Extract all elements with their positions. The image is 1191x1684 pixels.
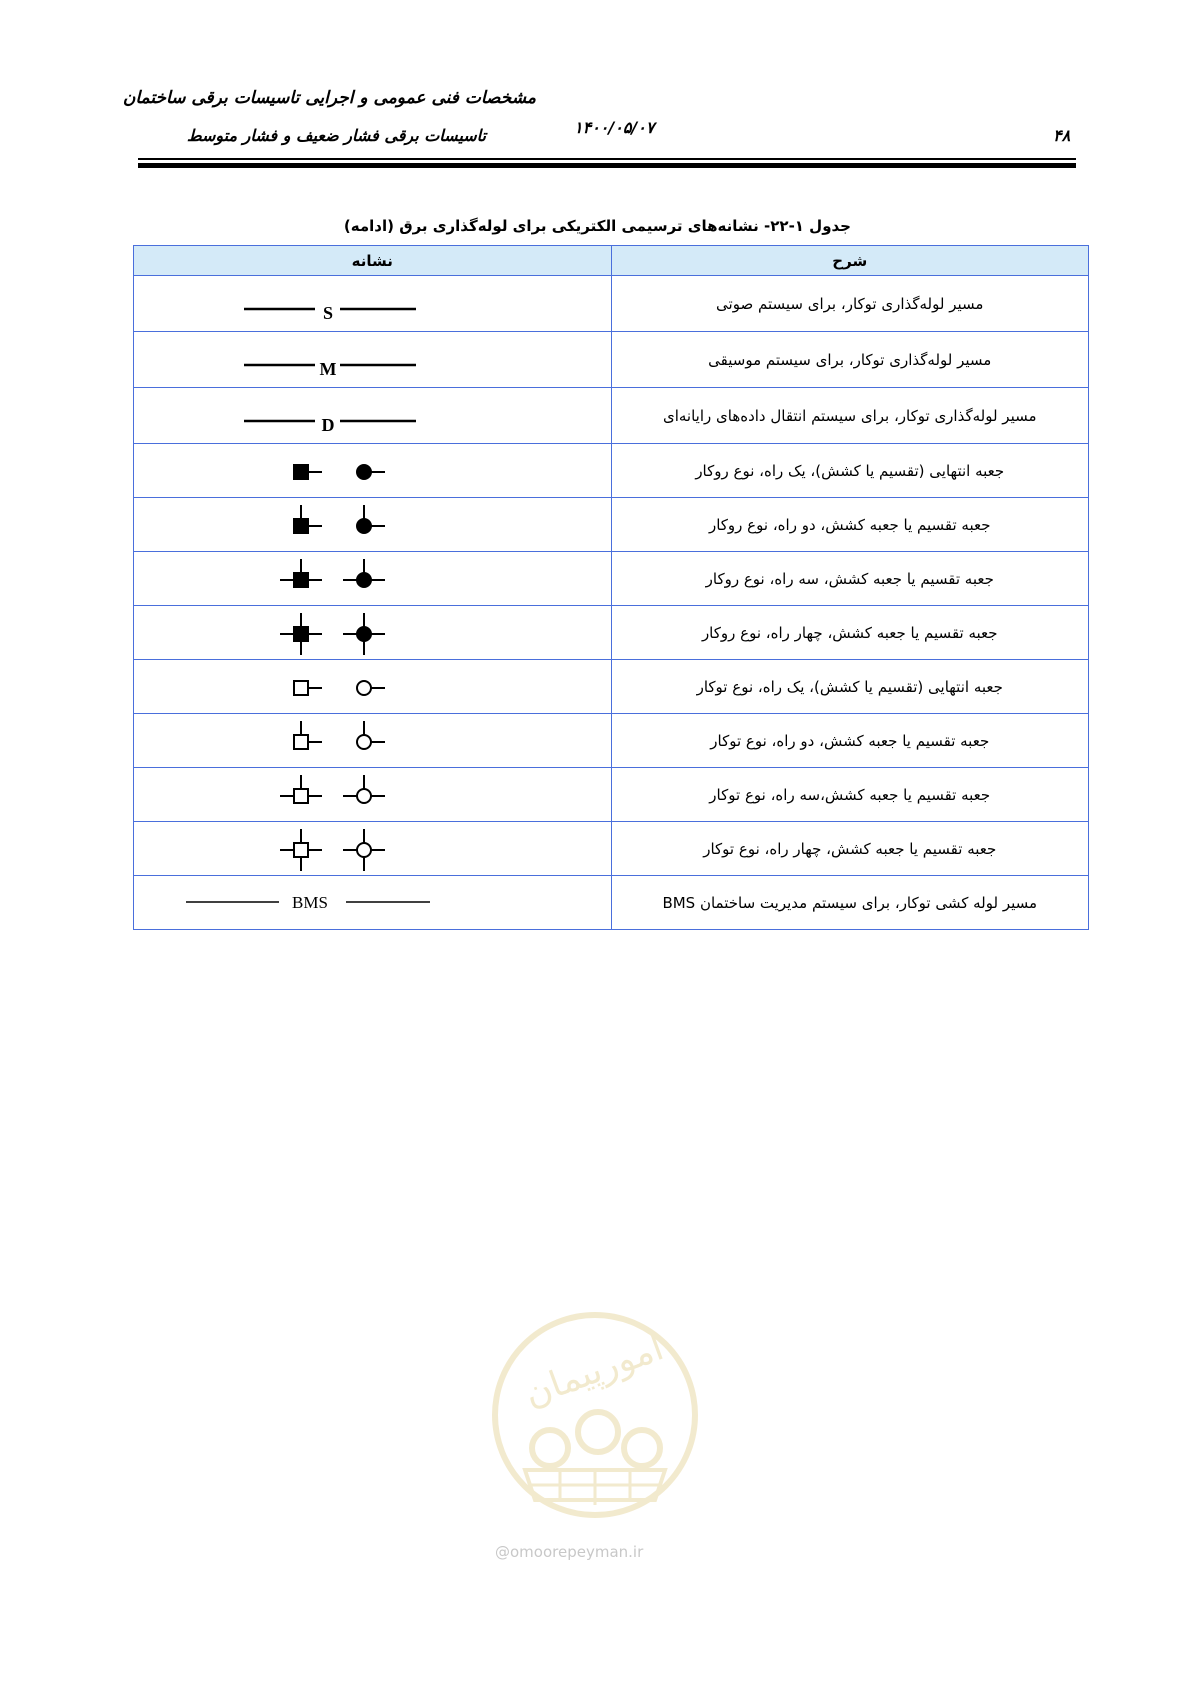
table-caption: جدول ۱-۲۲- نشانه‌های ترسیمی الکتریکی برای لوله‌گذاری برق (ادامه) [343,217,851,235]
page-number: ۴۸ [1053,126,1071,145]
filled-round-box-icon [343,613,385,655]
symbol-cell [134,552,612,606]
table-row [134,768,1089,822]
symbol-graphic [134,279,574,329]
symbol-cell [134,332,612,388]
symbol-cell [134,768,612,822]
description-cell: جعبه تقسیم یا جعبه کشش، چهار راه، نوع توکار [611,822,1089,876]
symbol-graphic [134,608,574,658]
header-rule-thin [138,158,1076,160]
filled-round-box-icon [357,505,385,533]
svg-text:امورپیمان: امورپیمان [519,1327,669,1416]
open-round-box-icon [357,721,385,749]
description-cell: جعبه انتهایی (تقسیم یا کشش)، یک راه، نوع توکار [611,660,1089,714]
table-row [134,332,1089,388]
description-cell: جعبه تقسیم یا جعبه کشش، چهار راه، نوع روکار [611,606,1089,660]
open-round-box-icon [357,681,385,695]
symbol-letter: D [321,414,335,435]
description-cell: جعبه تقسیم یا جعبه کشش، دو راه، نوع توکار [611,714,1089,768]
table-row [134,388,1089,444]
description-cell: جعبه انتهایی (تقسیم یا کشش)، یک راه، نوع روکار [611,444,1089,498]
description-cell: مسیر لوله‌گذاری توکار، برای سیستم صوتی [611,276,1089,332]
symbol-graphic [134,391,574,441]
open-square-box-icon [294,681,322,695]
symbols-table [133,245,1089,930]
symbol-graphic [134,824,574,874]
open-square-box-icon [280,829,322,871]
symbol-letter: S [322,302,334,323]
symbol-cell [134,276,612,332]
symbol-graphic [134,716,574,766]
open-round-box-icon [343,775,385,803]
symbol-cell [134,876,612,930]
table-row [134,498,1089,552]
table-row [134,276,1089,332]
symbol-letter: M [319,358,337,379]
table-row [134,606,1089,660]
symbol-graphic [134,335,574,385]
symbol-cell [134,388,612,444]
description-cell: مسیر لوله‌گذاری توکار، برای سیستم موسیقی [611,332,1089,388]
table-header-row [134,246,1089,276]
filled-square-box-icon [294,505,322,533]
symbol-cell [134,606,612,660]
table-row [134,552,1089,606]
filled-square-box-icon [280,559,322,587]
filled-round-box-icon [357,465,385,479]
document-date: ۱۴۰۰/۰۵/۰۷ [574,118,655,137]
symbol-cell [134,822,612,876]
symbol-graphic [134,554,574,604]
symbol-text: BMS [292,892,328,912]
symbol-graphic [134,662,574,712]
filled-round-box-icon [343,559,385,587]
symbol-cell [134,444,612,498]
column-header-symbol: نشانه [134,246,612,276]
description-cell: جعبه تقسیم یا جعبه کشش،سه راه، نوع توکار [611,768,1089,822]
table-row [134,876,1089,930]
description-cell: جعبه تقسیم یا جعبه کشش، دو راه، نوع روکار [611,498,1089,552]
table-body [134,276,1089,930]
table-row [134,444,1089,498]
filled-square-box-icon [294,465,322,479]
table-row [134,660,1089,714]
filled-square-box-icon [280,613,322,655]
table-row [134,822,1089,876]
symbol-graphic [134,500,574,550]
open-round-box-icon [343,829,385,871]
open-square-box-icon [294,721,322,749]
symbol-graphic [134,878,574,928]
description-cell: مسیر لوله‌گذاری توکار، برای سیستم انتقال داده‌های رایانه‌ای [611,388,1089,444]
column-header-description: شرح [611,246,1089,276]
document-title: مشخصات فنی عمومی و اجرایی تاسیسات برقی ساختمان [122,88,536,108]
description-cell: جعبه تقسیم یا جعبه کشش، سه راه، نوع روکار [611,552,1089,606]
document-subtitle: تاسیسات برقی فشار ضعیف و فشار متوسط [186,126,486,145]
watermark-logo [480,1300,710,1530]
symbol-graphic [134,770,574,820]
open-square-box-icon [280,775,322,803]
watermark-url: @omoorepeyman.ir [495,1543,644,1561]
symbol-cell [134,660,612,714]
table-row [134,714,1089,768]
description-cell: مسیر لوله کشی توکار، برای سیستم مدیریت ساختمان BMS [611,876,1089,930]
header-rule-thick [138,163,1076,168]
symbol-graphic [134,446,574,496]
symbol-cell [134,714,612,768]
symbol-cell [134,498,612,552]
